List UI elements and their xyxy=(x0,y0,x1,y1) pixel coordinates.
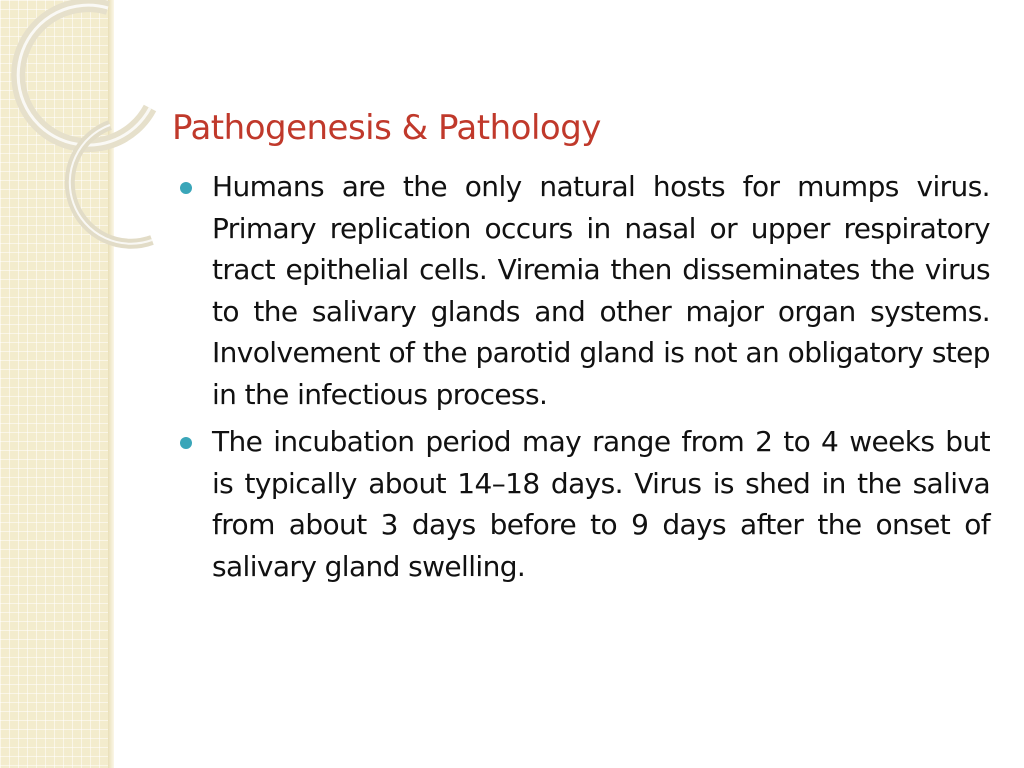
bullet-dot-icon xyxy=(180,437,192,449)
slide-title: Pathogenesis & Pathology xyxy=(172,108,601,148)
bullet-text-2: The incubation period may range from 2 to 4 weeks but is typically about 14–18 days. Virus is shed in the saliva from about 3 days before to 9 days after the onset of salivary gland swelling. xyxy=(212,425,990,583)
bullet-text-1: Humans are the only natural hosts for mumps virus. Primary replication occurs in nasal or upper respiratory tract epithelial cells. Viremia then disseminates the virus to the salivary glands and other major organ systems. Involvement of the parotid gland is not an obligatory step in the infectious process. xyxy=(212,170,990,411)
side-band-shadow xyxy=(108,0,114,768)
bullet-list xyxy=(180,166,990,593)
bullet-item-2 xyxy=(180,421,990,587)
decorative-side-band xyxy=(0,0,114,768)
bullet-dot-icon xyxy=(180,182,192,194)
bullet-item-1 xyxy=(180,166,990,415)
